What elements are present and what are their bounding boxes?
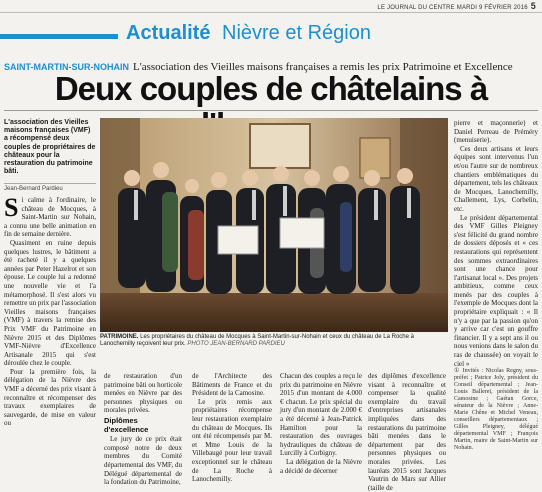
paragraph: Le jury de ce prix était composé notre de deux membres du Comité départemental des VMF, du Délégué départemental de la fondation du Patrimoine, (104, 435, 182, 487)
article-column-3 (192, 372, 272, 484)
paragraph: Le président départemental des VMF Gilles Pleigney s'est félicité du grand nombre de dossiers déposés et « ces restaurations qui représentent des sommes extraordinaires sont une chance pour l'artisanat local ». Des projets ambitieux, comme ceux menés par des couples à l'exemple de Mocques dont la propriétaire expliquait : « Il n'y a que par la passion qu'on y arrive car c'est un gouffre financier. Il y a sept ans il ou nous venions dans le salon du ras de chaussée) on voyait le ciel » (454, 213, 538, 368)
subsection-title: Nièvre et Région (222, 22, 371, 44)
article-column-4 (280, 372, 362, 475)
article-column-2 (104, 372, 182, 487)
standfirst: L'association des Vieilles maisons françaises (VMF) a récompensé deux couples de propriétaires de châteaux pour la restauration du patrimoine bâti. (4, 119, 96, 176)
group-photo-image (100, 118, 448, 332)
paragraph: de restauration d'un patrimoine bâti ou horticole menées en Nièvre par des personnes physiques ou morales privées. (104, 372, 182, 415)
kicker-text: L'association des Vieilles maisons françaises a remis les prix Patrimoine et Excellence (133, 61, 513, 73)
paragraph: Pour la première fois, la délégation de la Nièvre des VMF a décerné des prix visant à reconnaître et récompenser des travaux exemplaires de sauvegarde, de mise en valeur ou (4, 367, 96, 428)
news-photo (100, 118, 448, 332)
paragraph: Le prix remis aux propriétaires récompense leur restauration exemplaire du château de Mocques. Ils ont été récompensés par M. et Mme Louis de la Villebaugé pour leur travail exceptionnel sur le château de La Roche à Lanochemilly. (192, 397, 272, 484)
paragraph: de l'Architecte des Bâtiments de France et du Président de la Camosine. (192, 372, 272, 398)
page-number: 5 (530, 1, 536, 11)
subheading: Diplômes d'excellence (104, 415, 149, 434)
paragraph: Ces deux artisans et leurs équipes sont intervenus l'un et/ou l'autre sur de nombreux chantiers emblématiques du département, tels les châteaux de Mocques, Lanochemilly, Challement, Lys, Corbelin, etc. (454, 144, 538, 213)
caption-text: Les propriétaires du château de Mocques à Saint-Martin-sur-Nohain et ceux du château de La Roche à Lanochemilly reçoivent leur prix. (100, 334, 414, 348)
paragraph: pierre et maçonnerie) et Daniel Perreau de Préméry (menuiserie). (454, 119, 538, 145)
headline: Deux couples de châtelains à (54, 70, 488, 107)
masthead-text: LE JOURNAL DU CENTRE MARDI 9 FÉVRIER 2016 (377, 5, 528, 11)
article-column-5 (368, 372, 446, 492)
photo-caption (100, 334, 448, 366)
rubric-bar (0, 34, 118, 39)
photo-credit: PHOTO JEAN-BERNARD PARDIEU (187, 341, 285, 348)
article-column-1 (4, 193, 96, 438)
drop-cap: S (4, 193, 19, 222)
article-column-6 (454, 119, 538, 452)
kicker (4, 57, 540, 71)
headline-rule (4, 110, 538, 111)
section-title: Actualité (126, 22, 211, 44)
paragraph: Quasiment en ruine depuis quelques lustres, le bâtiment a été racheté il y a quelques années par Peter Hazelrot et son épouse. Le couple lui a redonné une nouvelle vie et l'a métamorphosé. Il s'est alors vu remettre un prix par l'association Vieilles maisons françaises (VMF) à travers la remise des Prix VMF du Patrimoine en Nièvre 2015 et des Diplômes VMF-Nièvre d'Excellence Artisanale 2015 qui s'est déroulée chez le couple. (4, 238, 96, 368)
footnote: ① Invités : Nicolas Regny, sous-préfet ; Patrice Joly, président du Conseil départemental ; Jean-Louis Balleret, président de la Camosine ; Gaétan Gorce, sénateur de la Nièvre ; Anne-Marie Chêne et Michel Veneau, conseillers départementaux ; Gilles Pleigney, délégué départemental VMF ; François Martin, maire de Saint-Martin sur Nohain. (454, 368, 538, 452)
paragraph: i calme à l'ordinaire, le château de Mocques, à Saint-Martin sur Nohain, a connu une belle animation en fin de semaine dernière. (4, 196, 96, 239)
dateline-place: SAINT-MARTIN-SUR-NOHAIN (4, 62, 129, 72)
byline: Jean-Bernard Pardieu (4, 183, 96, 192)
paragraph: La délégation de la Nièvre a décidé de décerner (280, 457, 362, 475)
section-rubric (0, 22, 542, 46)
paragraph: Chacun des couples a reçu le prix du patrimoine en Nièvre 2015 d'un montant de 4.000 € chacun. Le prix spécial du jury d'un montant de 2.000 € a été décerné à Jean-Patrick Hamilton pour la restauration des ouvrages hydrauliques du château de Lurcilly à Corbigny. (280, 372, 362, 458)
paragraph: des diplômes d'excellence visant à reconnaître et compenser la qualité exemplaire du travail d'entreprises artisanales impliquées dans des restaurations du patrimoine bâti menées dans le département par des personnes physiques ou morales privées. Les lauréats 2015 sont Jacques Vautrin de Mars sur Allier (taille de (368, 372, 446, 492)
masthead (0, 0, 542, 13)
caption-lead: PATRIMOINE. (100, 334, 139, 340)
